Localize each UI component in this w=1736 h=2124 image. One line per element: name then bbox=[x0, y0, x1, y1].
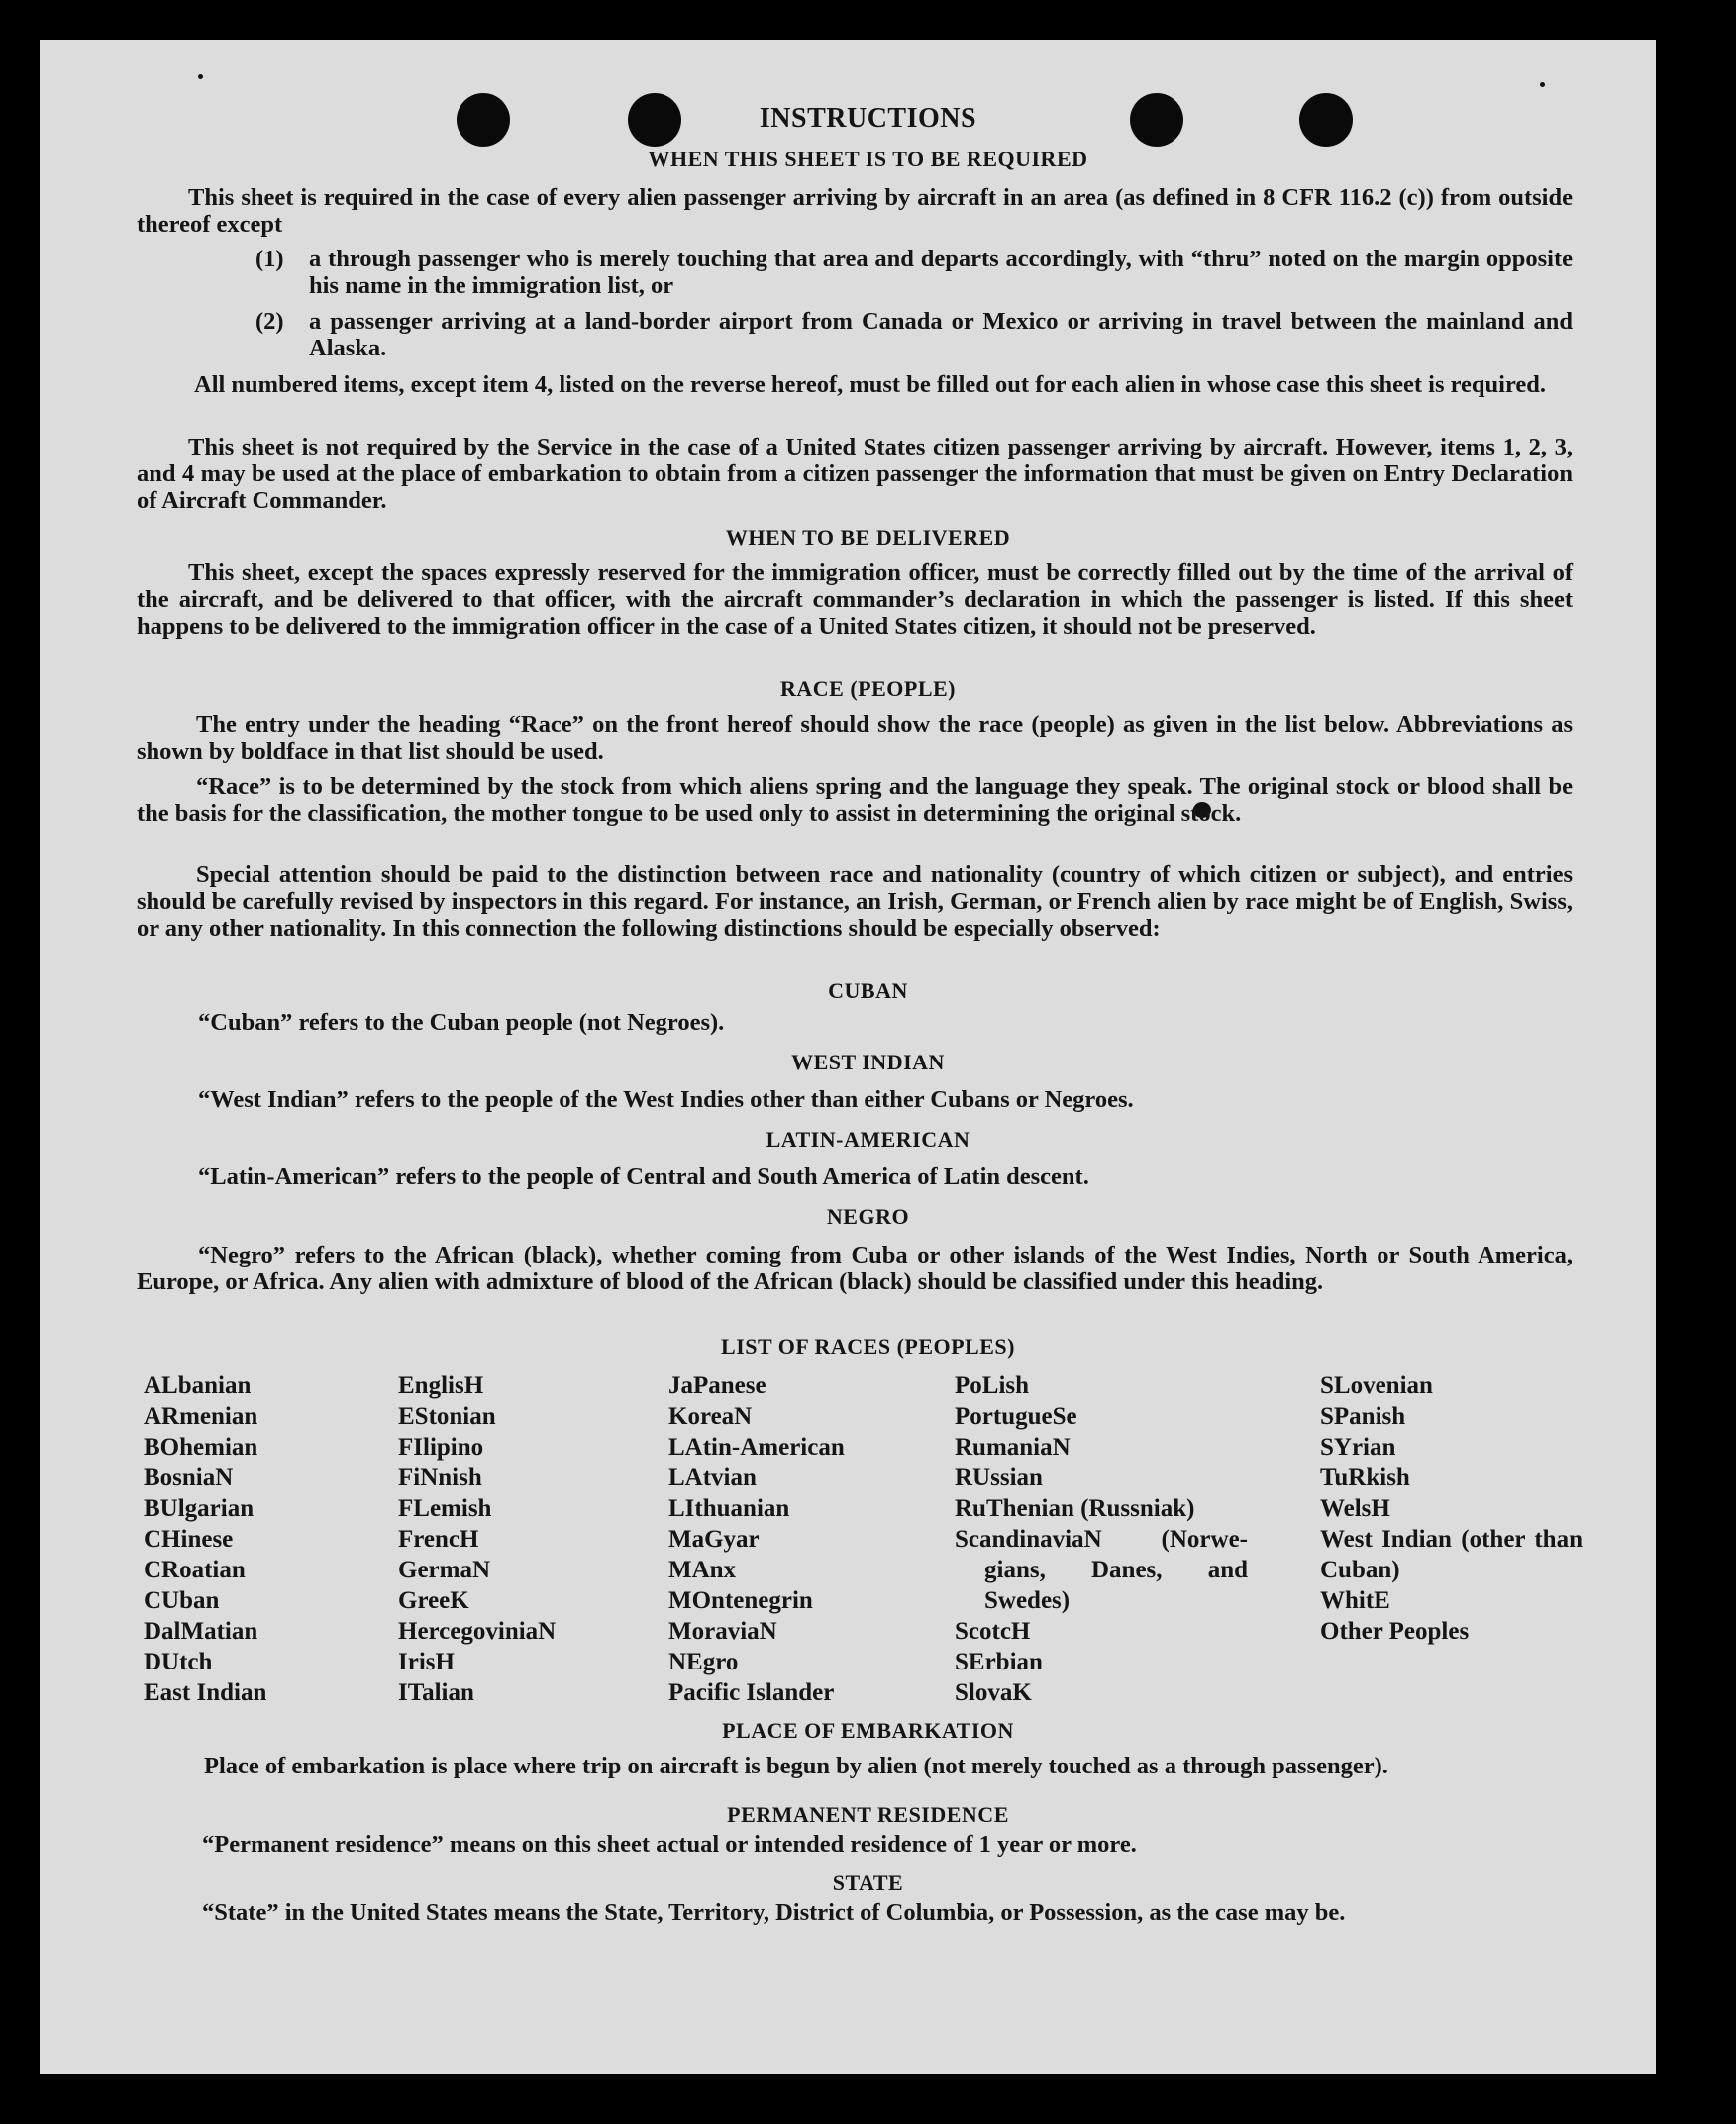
ink-speck bbox=[1540, 82, 1545, 87]
race-entry-line: Swedes) bbox=[984, 1587, 1071, 1614]
section-heading: LATIN-AMERICAN bbox=[766, 1127, 970, 1152]
section-heading: RACE (PEOPLE) bbox=[780, 676, 956, 701]
race-entry: LAtin-American bbox=[668, 1434, 845, 1461]
race-entry-west-indian: West Indian (other than Cuban) bbox=[1320, 1526, 1583, 1583]
race-entry: HercegoviniaN bbox=[398, 1618, 557, 1645]
race-entry: SErbian bbox=[955, 1649, 1043, 1675]
race-entry: PortugueSe bbox=[955, 1403, 1077, 1430]
race-column-2 bbox=[398, 1370, 556, 1708]
race-entry: CRoatian bbox=[144, 1557, 246, 1583]
race-entry: BosniaN bbox=[144, 1465, 234, 1491]
race-entry: LAtvian bbox=[668, 1465, 757, 1491]
race-entry: ScotcH bbox=[955, 1618, 1031, 1645]
race-entry: RumaniaN bbox=[955, 1434, 1071, 1461]
race-entry: SlovaK bbox=[955, 1679, 1032, 1706]
section-paragraph: “West Indian” refers to the people of the West Indies other than either Cubans or Negroes. bbox=[198, 1086, 1134, 1113]
race-entry: GermaN bbox=[398, 1557, 491, 1583]
race-entry: RuThenian (Russniak) bbox=[955, 1495, 1195, 1522]
intro-paragraph: All numbered items, except item 4, listed on the reverse hereof, must be filled out for each alien in whose case this sheet is required. bbox=[194, 371, 1547, 398]
exception-item: a passenger arriving at a land-border airport from Canada or Mexico or arriving in travel between the mainland and Alaska. bbox=[309, 308, 1573, 361]
race-entry: SPanish bbox=[1320, 1403, 1406, 1430]
race-entry: ALbanian bbox=[144, 1372, 252, 1399]
race-entry: MAnx bbox=[668, 1557, 737, 1583]
race-entry: SLovenian bbox=[1320, 1372, 1433, 1399]
race-entry: East Indian bbox=[144, 1679, 267, 1706]
exception-item: a through passenger who is merely touching that area and departs accordingly, with “thru” noted on the margin opposite his name in the immigration list, or bbox=[309, 246, 1573, 299]
ink-speck bbox=[198, 74, 203, 79]
item-number: (2) bbox=[255, 308, 284, 335]
section-heading: WEST INDIAN bbox=[791, 1050, 945, 1074]
race-entry: WhitE bbox=[1320, 1587, 1390, 1614]
section-heading: WHEN THIS SHEET IS TO BE REQUIRED bbox=[648, 147, 1088, 171]
race-entry: FrencH bbox=[398, 1526, 479, 1553]
race-column-4 bbox=[955, 1370, 1194, 1524]
race-entry: ITalian bbox=[398, 1679, 474, 1706]
race-entry: MOntenegrin bbox=[668, 1587, 813, 1614]
section-heading: NEGRO bbox=[826, 1204, 910, 1229]
section-paragraph: Place of embarkation is place where trip on aircraft is begun by alien (not merely touched as a through passenger). bbox=[204, 1753, 1388, 1779]
race-entry: RUssian bbox=[955, 1465, 1043, 1491]
race-column-5-bottom bbox=[1320, 1585, 1469, 1647]
race-entry: WelsH bbox=[1320, 1495, 1390, 1522]
race-entry: ARmenian bbox=[144, 1403, 258, 1430]
race-entry: CHinese bbox=[144, 1526, 234, 1553]
section-heading: PLACE OF EMBARKATION bbox=[722, 1718, 1014, 1743]
section-paragraph: The entry under the heading “Race” on the front hereof should show the race (people) as given in the list below. Abbreviations as shown by boldface in that list should be used. bbox=[137, 711, 1573, 764]
race-entry: IrisH bbox=[398, 1649, 455, 1675]
race-entry: MaGyar bbox=[668, 1526, 760, 1553]
section-heading: PERMANENT RESIDENCE bbox=[727, 1802, 1009, 1827]
race-entry: MoraviaN bbox=[668, 1618, 777, 1645]
race-entry: KoreaN bbox=[668, 1403, 753, 1430]
race-entry-line: gians, Danes, and bbox=[984, 1557, 1248, 1583]
race-entry: GreeK bbox=[398, 1587, 469, 1614]
section-paragraph: “State” in the United States means the State, Territory, District of Columbia, or Possession, as the case may be. bbox=[202, 1899, 1346, 1926]
section-paragraph: “Latin-American” refers to the people of Central and South America of Latin descent. bbox=[198, 1163, 1089, 1190]
race-entry: EStonian bbox=[398, 1403, 496, 1430]
race-entry: JaPanese bbox=[668, 1372, 766, 1399]
race-entry: CUban bbox=[144, 1587, 220, 1614]
race-entry: PoLish bbox=[955, 1372, 1030, 1399]
section-paragraph: Special attention should be paid to the distinction between race and nationality (country of which citizen or subject), and entries should be carefully revised by inspectors in this regard. For instance, an Irish, German, or French alien by race might be of English, Swiss, or any other nationality. In this connection the following distinctions should be especially observed: bbox=[137, 861, 1573, 942]
race-entry: EnglisH bbox=[398, 1372, 484, 1399]
race-entry: FIlipino bbox=[398, 1434, 484, 1461]
race-entry-line: ScandinaviaN (Norwe- bbox=[955, 1526, 1248, 1553]
page-title: INSTRUCTIONS bbox=[759, 103, 977, 134]
race-entry-scandinavian bbox=[955, 1524, 1248, 1616]
race-entry: Pacific Islander bbox=[668, 1679, 835, 1706]
race-entry: TuRkish bbox=[1320, 1465, 1410, 1491]
race-entry: FLemish bbox=[398, 1495, 492, 1522]
section-paragraph: “Permanent residence” means on this sheet actual or intended residence of 1 year or more. bbox=[202, 1831, 1137, 1858]
race-column-5 bbox=[1320, 1370, 1433, 1524]
section-paragraph: “Negro” refers to the African (black), whether coming from Cuba or other islands of the West Indies, North or South America, Europe, or Africa. Any alien with admixture of blood of the African (black) should be classified under this heading. bbox=[137, 1242, 1573, 1295]
section-paragraph: “Race” is to be determined by the stock from which aliens spring and the language they speak. The original stock or blood shall be the basis for the classification, the mother tongue to be used only to assist in determining the original stock. bbox=[137, 773, 1573, 827]
section-heading: STATE bbox=[832, 1871, 904, 1895]
section-paragraph: “Cuban” refers to the Cuban people (not Negroes). bbox=[198, 1009, 725, 1036]
race-entry: DUtch bbox=[144, 1649, 213, 1675]
intro-paragraph: This sheet is required in the case of every alien passenger arriving by aircraft in an area (as defined in 8 CFR 116.2 (c)) from outside thereof except bbox=[137, 184, 1573, 238]
race-column-4-bottom bbox=[955, 1616, 1043, 1708]
race-column-1 bbox=[144, 1370, 266, 1708]
race-entry: FiNnish bbox=[398, 1465, 482, 1491]
item-number: (1) bbox=[255, 246, 284, 272]
race-entry: BUlgarian bbox=[144, 1495, 255, 1522]
race-entry: DalMatian bbox=[144, 1618, 258, 1645]
race-entry: BOhemian bbox=[144, 1434, 258, 1461]
section-heading: LIST OF RACES (PEOPLES) bbox=[721, 1334, 1015, 1359]
race-column-3 bbox=[668, 1370, 845, 1708]
intro-paragraph: This sheet is not required by the Service in the case of a United States citizen passenger arriving by aircraft. However, items 1, 2, 3, and 4 may be used at the place of embarkation to obtain from a citizen passenger the information that must be given on Entry Declaration of Aircraft Commander. bbox=[137, 434, 1573, 514]
section-heading: CUBAN bbox=[828, 978, 908, 1003]
section-paragraph: This sheet, except the spaces expressly reserved for the immigration officer, must be correctly filled out by the time of the arrival of the aircraft, and be delivered to that officer, with the aircraft commander’s declaration in which the passenger is listed. If this sheet happens to be delivered to the immigration officer in the case of a United States citizen, it should not be preserved. bbox=[137, 559, 1573, 640]
race-entry: LIthuanian bbox=[668, 1495, 790, 1522]
section-heading: WHEN TO BE DELIVERED bbox=[725, 525, 1011, 550]
race-entry: NEgro bbox=[668, 1649, 739, 1675]
race-entry: SYrian bbox=[1320, 1434, 1396, 1461]
race-entry: Other Peoples bbox=[1320, 1618, 1470, 1645]
